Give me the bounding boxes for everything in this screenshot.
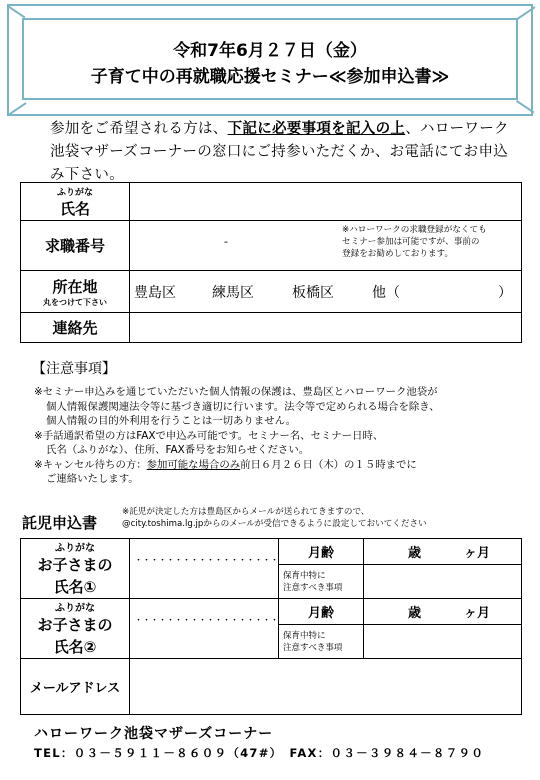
address-header [21,271,130,313]
address-option-other[interactable]: 他（ ） [372,284,512,301]
child2-dots: ・・・・・・・・・・・・・・・・・・ [134,616,279,626]
child1-care-note-label: 保育中特に 注意すべき事項 [279,565,364,599]
child2-care-note-field[interactable] [364,625,522,659]
note-privacy-cont: 個人情報保護関連法令等に基づき適切に行います。法令等で定められる場合を除き、 [46,400,440,413]
child1-furigana: ふりがな [55,543,95,554]
child2-years-unit: 歳 [408,606,422,621]
child1-months-unit: ヶ月 [464,546,491,561]
child1-age-field[interactable] [364,539,522,565]
childcare-note-line2: @city.toshima.lg.jpからのメールが受信できるように設定しておいてください [122,519,427,529]
notes-heading: 【注意事項】 [32,361,116,377]
job-number-field[interactable] [130,221,522,271]
footer-contact: TEL：０３－５９１１－８６０９（47#） FAX：０３－３９８４－８７９０ [34,746,485,760]
child2-furigana: ふりがな [55,603,95,614]
child2-age-field[interactable] [364,599,522,625]
title-date: 令和7年6月２７日（金） [173,41,367,61]
childcare-note-line1: ※託児が決定した方は豊島区からメールが送られてきますので、 [122,507,370,517]
address-option-nerima[interactable]: 練馬区 [212,284,254,301]
job-number-label: 求職番号 [44,237,105,255]
note-cancel-prefix: ※キャンセル待ちの方： [34,458,147,471]
email-header: メールアドレス [21,659,130,715]
title-seminar: 子育て中の再就職応援セミナー≪参加申込書≫ [90,67,450,87]
child2-header [21,599,130,659]
note-sign-language-cont: 氏名（ふりがな）、住所、FAX番号をお知らせください。 [46,444,310,456]
address-field[interactable] [130,271,522,313]
child1-label: お子さまの 氏名① [37,556,113,596]
child1-name-field[interactable] [130,539,279,599]
childcare-note [122,506,427,530]
note-cancel [34,458,524,473]
note-privacy-cont2: 個人情報の目的外利用を行うことは一切ありません。 [46,415,296,427]
child1-care-note-field[interactable] [364,565,522,599]
email-field[interactable] [130,659,522,715]
child1-age-label: 月齢 [279,539,364,565]
child2-name-field[interactable] [130,599,279,659]
child2-label: お子さまの 氏名② [37,616,113,656]
note-cancel-cont: ご連絡いたします。 [46,473,139,485]
note-cancel-rest: 前日６月２６日（木）の１５時までに [240,458,417,471]
intro-text [50,118,520,187]
name-label: 氏名 [59,199,90,218]
intro-part2: 、ハローワーク池袋マザーズコーナーの窓口にご持参いただくか、お電話にてお申込み下さい。 [50,121,509,183]
child2-care-note-label: 保育中特に 注意すべき事項 [279,625,364,659]
contact-label: 連絡先 [52,319,98,337]
address-option-toshima[interactable]: 豊島区 [134,284,176,301]
notes-list [34,385,524,487]
note-privacy: ※セミナー申込みを通じていただいた個人情報の保護は、豊島区とハローワーク池袋が [34,386,438,398]
job-number-header [21,221,130,271]
address-hint: 丸をつけて下さい [43,297,107,307]
job-number-note: ※ハローワークの求職登録がなくても セミナー参加は可能ですが、事前の 登録をお勧めしております。 [342,225,487,259]
job-number-dash: - [224,235,228,248]
childcare-heading: 託児申込書 [22,514,98,532]
contact-field[interactable] [130,313,522,343]
applicant-table [20,182,522,343]
child2-months-unit: ヶ月 [464,606,491,621]
intro-part1: 参加をご希望される方は、 [50,121,228,137]
child1-years-unit: 歳 [408,546,422,561]
address-label: 所在地 [52,277,98,296]
child1-dots: ・・・・・・・・・・・・・・・・・・ [134,556,279,566]
name-header [21,183,130,221]
footer-office: ハローワーク池袋マザーズコーナー [34,726,274,742]
contact-header [21,313,130,343]
note-cancel-underlined: 参加可能な場合のみ [146,458,241,471]
child2-age-label: 月齢 [279,599,364,625]
name-field[interactable] [130,183,522,221]
note-sign-language: ※手話通訳希望の方はFAXで申込み可能です。セミナー名、セミナー日時、 [34,429,384,442]
name-furigana-label: ふりがな [56,187,93,198]
childcare-table [20,538,522,715]
child1-header [21,539,130,599]
address-option-itabashi[interactable]: 板橋区 [292,284,334,301]
intro-emphasis: 下記に必要事項を記入の上 [227,121,406,137]
